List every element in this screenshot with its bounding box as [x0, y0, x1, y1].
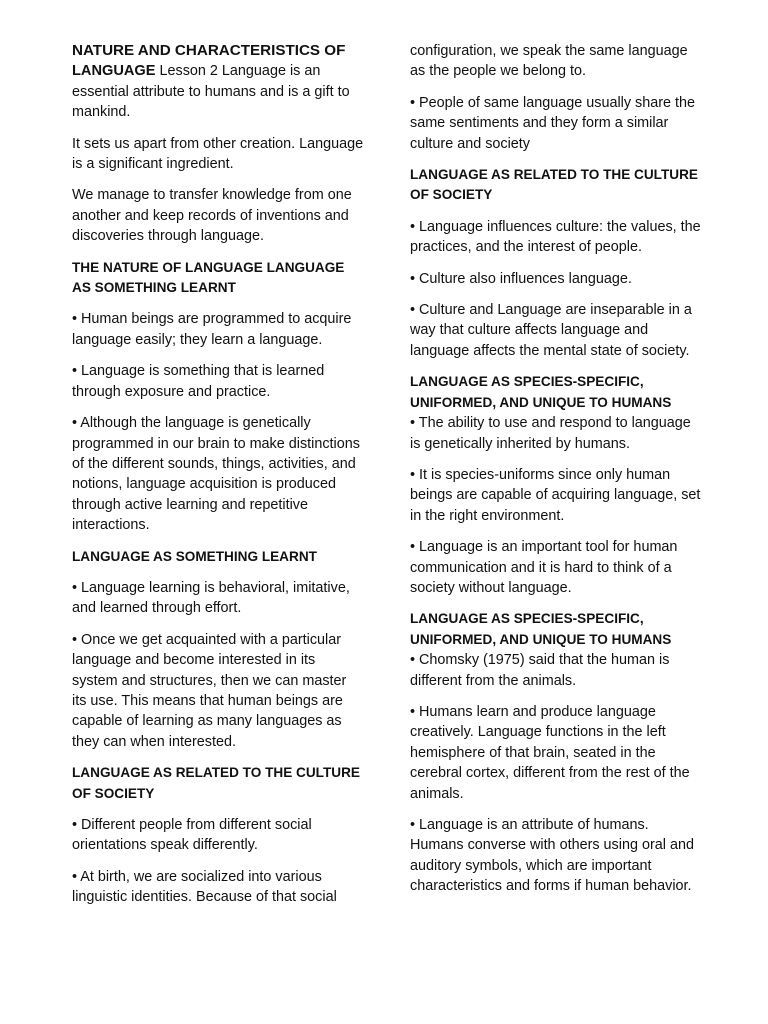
bullet-item: • Language learning is behavioral, imitative, and learned through effort. — [72, 579, 350, 617]
intro-text: Lesson 2 Language is an essential attribute to humans and is a gift to mankind. — [72, 63, 350, 121]
section-heading: LANGUAGE AS SPECIES-SPECIFIC, UNIFORMED, AND UNIQUE TO HUMANS — [410, 611, 672, 647]
bullet-item: • Language influences culture: the values, the practices, and the interest of people. — [410, 218, 701, 256]
bullet-item: • At birth, we are socialized into various linguistic identities. Because of that social — [72, 868, 337, 906]
bullet-item: • Chomsky (1975) said that the human is different from the animals. — [410, 652, 670, 689]
document-title-continued: LANGUAGE — [72, 63, 156, 80]
bullet-item: • People of same language usually share the same sentiments and they form a similar culture and society — [410, 94, 696, 152]
bullet-item: • Language is an attribute of humans. Humans converse with others using oral and auditory symbols, which are important characteristics and forms if human behavior. — [410, 817, 694, 895]
section-heading: THE NATURE OF LANGUAGE LANGUAGE AS SOMETHING LEARNT — [72, 259, 345, 296]
bullet-item: • It is species-uniforms since only human beings are capable of acquiring language, set in the right environment. — [410, 466, 701, 524]
left-column — [72, 41, 364, 919]
paragraph-continued: configuration, we speak the same language as the people we belong to. — [410, 43, 688, 80]
bullet-item: • Culture and Language are inseparable in a way that culture affects language and language affects the mental state of society. — [410, 302, 692, 359]
bullet-item: • Language is something that is learned through exposure and practice. — [72, 363, 325, 400]
section-heading: LANGUAGE AS SPECIES-SPECIFIC, UNIFORMED, AND UNIQUE TO HUMANS — [410, 374, 672, 410]
paragraph: We manage to transfer knowledge from one another and keep records of inventions and discoveries through language. — [72, 187, 352, 245]
section-heading: LANGUAGE AS RELATED TO THE CULTURE OF SOCIETY — [410, 167, 698, 203]
section-heading: LANGUAGE AS RELATED TO THE CULTURE OF SOCIETY — [72, 765, 360, 801]
bullet-item: • Culture also influences language. — [410, 270, 632, 287]
bullet-item: • Human beings are programmed to acquire language easily; they learn a language. — [72, 311, 352, 348]
bullet-item: • Although the language is genetically programmed in our brain to make distinctions of the different sounds, things, activities, and notions, language acquisition is produced through active learning and repetitive interactions. — [72, 415, 360, 534]
section-heading: LANGUAGE AS SOMETHING LEARNT — [72, 548, 317, 564]
paragraph: It sets us apart from other creation. Language is a significant ingredient. — [72, 135, 364, 173]
bullet-item: • Different people from different social orientations speak differently. — [72, 817, 312, 854]
intro-paragraph — [72, 41, 364, 123]
right-column — [410, 41, 702, 908]
bullet-item: • Once we get acquainted with a particular language and become interested in its system and structures, then we can master its use. This means that human beings are capable of learning as many languages as they can when interested. — [72, 631, 347, 750]
bullet-item: • Humans learn and produce language creatively. Language functions in the left hemisphere of that brain, seated in the cerebral cortex, different from the rest of the animals. — [410, 703, 690, 802]
bullet-item: • Language is an important tool for human communication and it is hard to think of a society without language. — [410, 539, 678, 596]
document-title: NATURE AND CHARACTERISTICS OF — [72, 42, 346, 59]
bullet-item: • The ability to use and respond to language is genetically inherited by humans. — [410, 415, 691, 452]
